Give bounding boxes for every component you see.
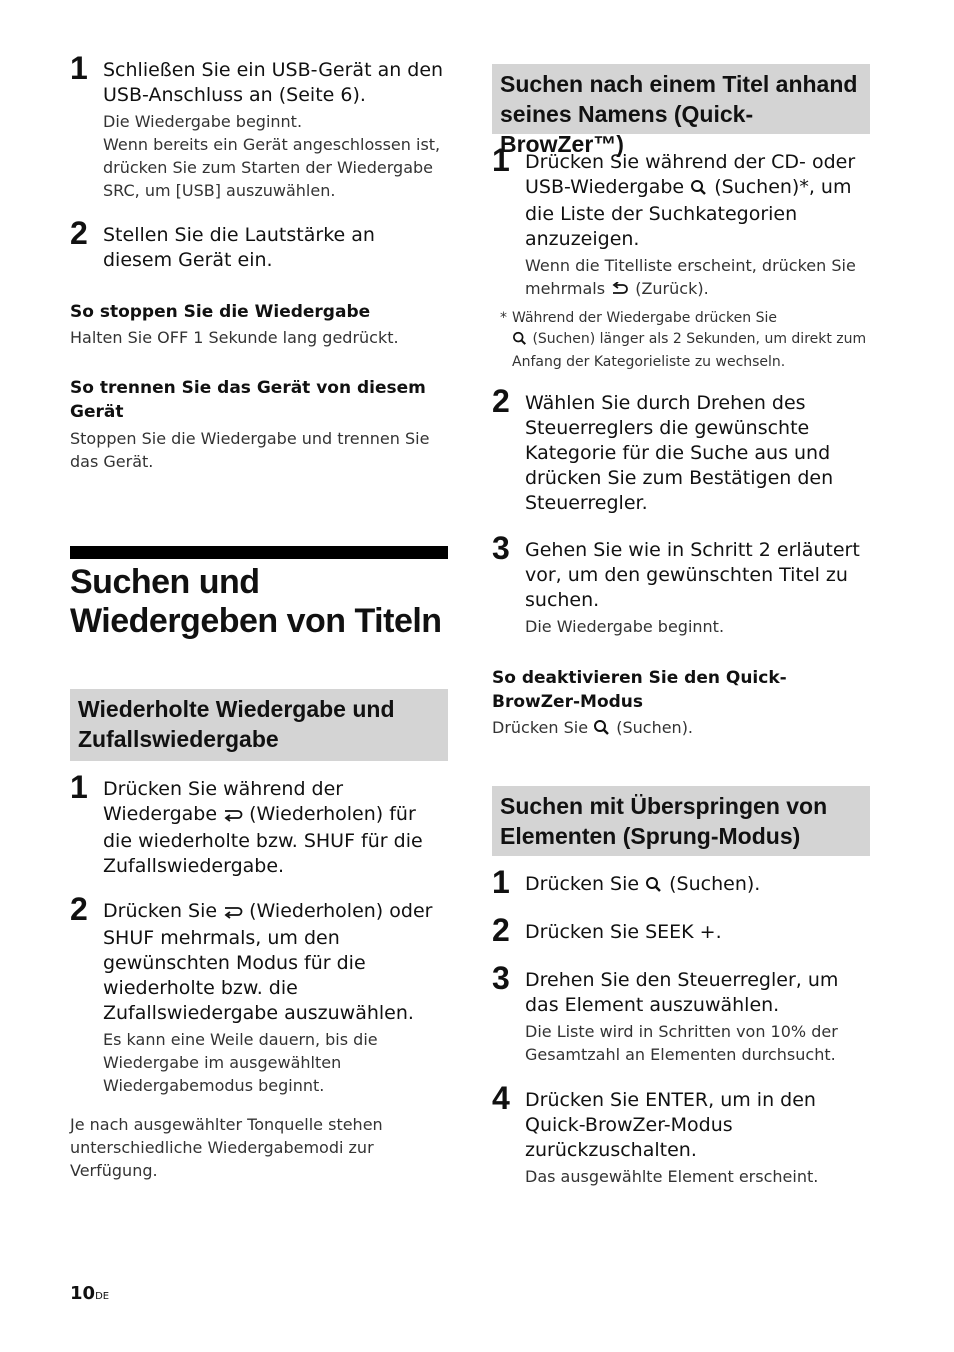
- step-number: 2: [70, 215, 88, 251]
- step-text-part: (Zurück).: [630, 279, 709, 298]
- quick-browzer-heading-box: Suchen nach einem Titel anhand seines Namens (Quick-BrowZer™): [492, 64, 870, 134]
- step-heading-part: Drücken Sie während der CD- oder USB-Wiedergabe: [525, 151, 856, 198]
- step-text: Das ausgewählte Element erscheint.: [525, 1167, 819, 1186]
- back-icon: [610, 279, 630, 302]
- step-text: [525, 254, 870, 302]
- page-language-code: DE: [95, 1291, 110, 1302]
- page-number: [70, 1283, 109, 1304]
- jump-step-2: [492, 912, 870, 948]
- repeat-shuffle-heading-box: Wiederholte Wiedergabe und Zufallswiedergabe: [70, 689, 448, 761]
- step-text: Die Wiedergabe beginnt.: [525, 617, 725, 636]
- step-heading-part: (Suchen).: [663, 873, 761, 895]
- usb-step-1: [70, 50, 448, 202]
- page-number-value: 10: [70, 1283, 96, 1304]
- repeat-icon: [223, 901, 243, 926]
- deactivate-text-part: Drücken Sie: [492, 718, 594, 737]
- jump-step-3: [492, 960, 870, 1066]
- step-heading: [525, 872, 870, 899]
- deactivate-heading: So deaktivieren Sie den Quick-BrowZer-Modus: [492, 668, 787, 712]
- step-heading: Drücken Sie SEEK +.: [525, 921, 722, 943]
- step-text: Es kann eine Weile dauern, bis die Wiedergabe im ausgewählten Wiedergabemodus beginnt.: [103, 1030, 378, 1095]
- footnote: [500, 308, 870, 373]
- quick-browzer-step-1: [492, 142, 870, 302]
- repeat-step-2: [70, 891, 448, 1097]
- disconnect-heading: So trennen Sie das Gerät von diesem Gerät: [70, 378, 426, 422]
- step-heading: Wählen Sie durch Drehen des Steuerreglers die gewünschte Kategorie für die Suche aus und drücken Sie zum Bestätigen den Steuerregler.: [525, 392, 834, 514]
- step-number: 1: [70, 769, 88, 805]
- step-number: 1: [492, 142, 510, 178]
- step-heading-part: Drücken Sie während der Wiedergabe: [103, 778, 344, 825]
- repeat-step-1: [70, 769, 448, 879]
- step-number: 1: [70, 50, 88, 86]
- step-number: 3: [492, 530, 510, 566]
- footnote-text-part: (Suchen) länger als 2 Sekunden, um direkt zum Anfang der Kategorieliste zu wechseln.: [512, 331, 867, 370]
- search-icon: [593, 718, 611, 741]
- step-heading: [525, 150, 870, 252]
- step-heading-part: (Wiederholen) für die wiederholte bzw. SHUF für die Zufallswiedergabe.: [103, 803, 423, 877]
- section-bar: [70, 546, 448, 559]
- footnote-marker: *: [500, 310, 507, 326]
- step-heading-part: Drücken Sie: [103, 900, 224, 922]
- jump-step-4: [492, 1080, 870, 1188]
- search-icon: [645, 874, 663, 899]
- step-heading: Stellen Sie die Lautstärke an diesem Gerät ein.: [103, 224, 375, 271]
- quick-browzer-step-3: [492, 530, 870, 638]
- step-heading: Drehen Sie den Steuerregler, um das Element auszuwählen.: [525, 969, 839, 1016]
- step-number: 2: [492, 912, 510, 948]
- step-text: Die Liste wird in Schritten von 10% der Gesamtzahl an Elementen durchsucht.: [525, 1022, 838, 1064]
- repeat-icon: [223, 804, 243, 829]
- step-text-part: Wenn die Titelliste erscheint, drücken Sie mehrmals: [525, 256, 856, 298]
- step-heading: Drücken Sie ENTER, um in den Quick-BrowZer-Modus zurückzuschalten.: [525, 1089, 816, 1161]
- search-icon: [512, 331, 528, 352]
- closing-text: Je nach ausgewählter Tonquelle stehen unterschiedliche Wiedergabemodi zur Verfügung.: [70, 1115, 383, 1180]
- stop-text: Halten Sie OFF 1 Sekunde lang gedrückt.: [70, 328, 399, 347]
- step-text: Die Wiedergabe beginnt.: [103, 112, 303, 131]
- step-number: 3: [492, 960, 510, 996]
- step-number: 2: [492, 383, 510, 419]
- step-heading: Schließen Sie ein USB-Gerät an den USB-Anschluss an (Seite 6).: [103, 59, 444, 106]
- step-number: 1: [492, 864, 510, 900]
- section-title: Suchen und Wiedergeben von Titeln: [70, 563, 442, 640]
- step-heading-part: (Wiederholen) oder SHUF mehrmals, um den gewünschten Modus für die wiederholte bzw. die Zufallswiedergabe auszuwählen.: [103, 900, 433, 1024]
- quick-browzer-step-2: [492, 383, 870, 516]
- step-number: 4: [492, 1080, 510, 1116]
- stop-heading: So stoppen Sie die Wiedergabe: [70, 302, 371, 322]
- step-text: Wenn bereits ein Gerät angeschlossen ist, drücken Sie zum Starten der Wiedergabe SRC, um [USB] auszuwählen.: [103, 135, 441, 200]
- jump-step-1: [492, 864, 870, 900]
- deactivate-text: [492, 716, 870, 741]
- step-heading: Gehen Sie wie in Schritt 2 erläutert vor, um den gewünschten Titel zu suchen.: [525, 539, 860, 611]
- usb-step-2: [70, 215, 448, 273]
- jump-mode-heading-box: Suchen mit Überspringen von Elementen (Sprung-Modus): [492, 786, 870, 856]
- step-heading: [103, 777, 448, 879]
- deactivate-text-part: (Suchen).: [611, 718, 694, 737]
- footnote-text-part: Während der Wiedergabe drücken Sie: [512, 310, 777, 326]
- step-heading-part: (Suchen)*, um die Liste der Suchkategorien anzuzeigen.: [525, 176, 852, 250]
- disconnect-text: Stoppen Sie die Wiedergabe und trennen Sie das Gerät.: [70, 429, 430, 471]
- step-number: 2: [70, 891, 88, 927]
- step-heading-part: Drücken Sie: [525, 873, 646, 895]
- step-heading: [103, 899, 448, 1026]
- search-icon: [690, 177, 708, 202]
